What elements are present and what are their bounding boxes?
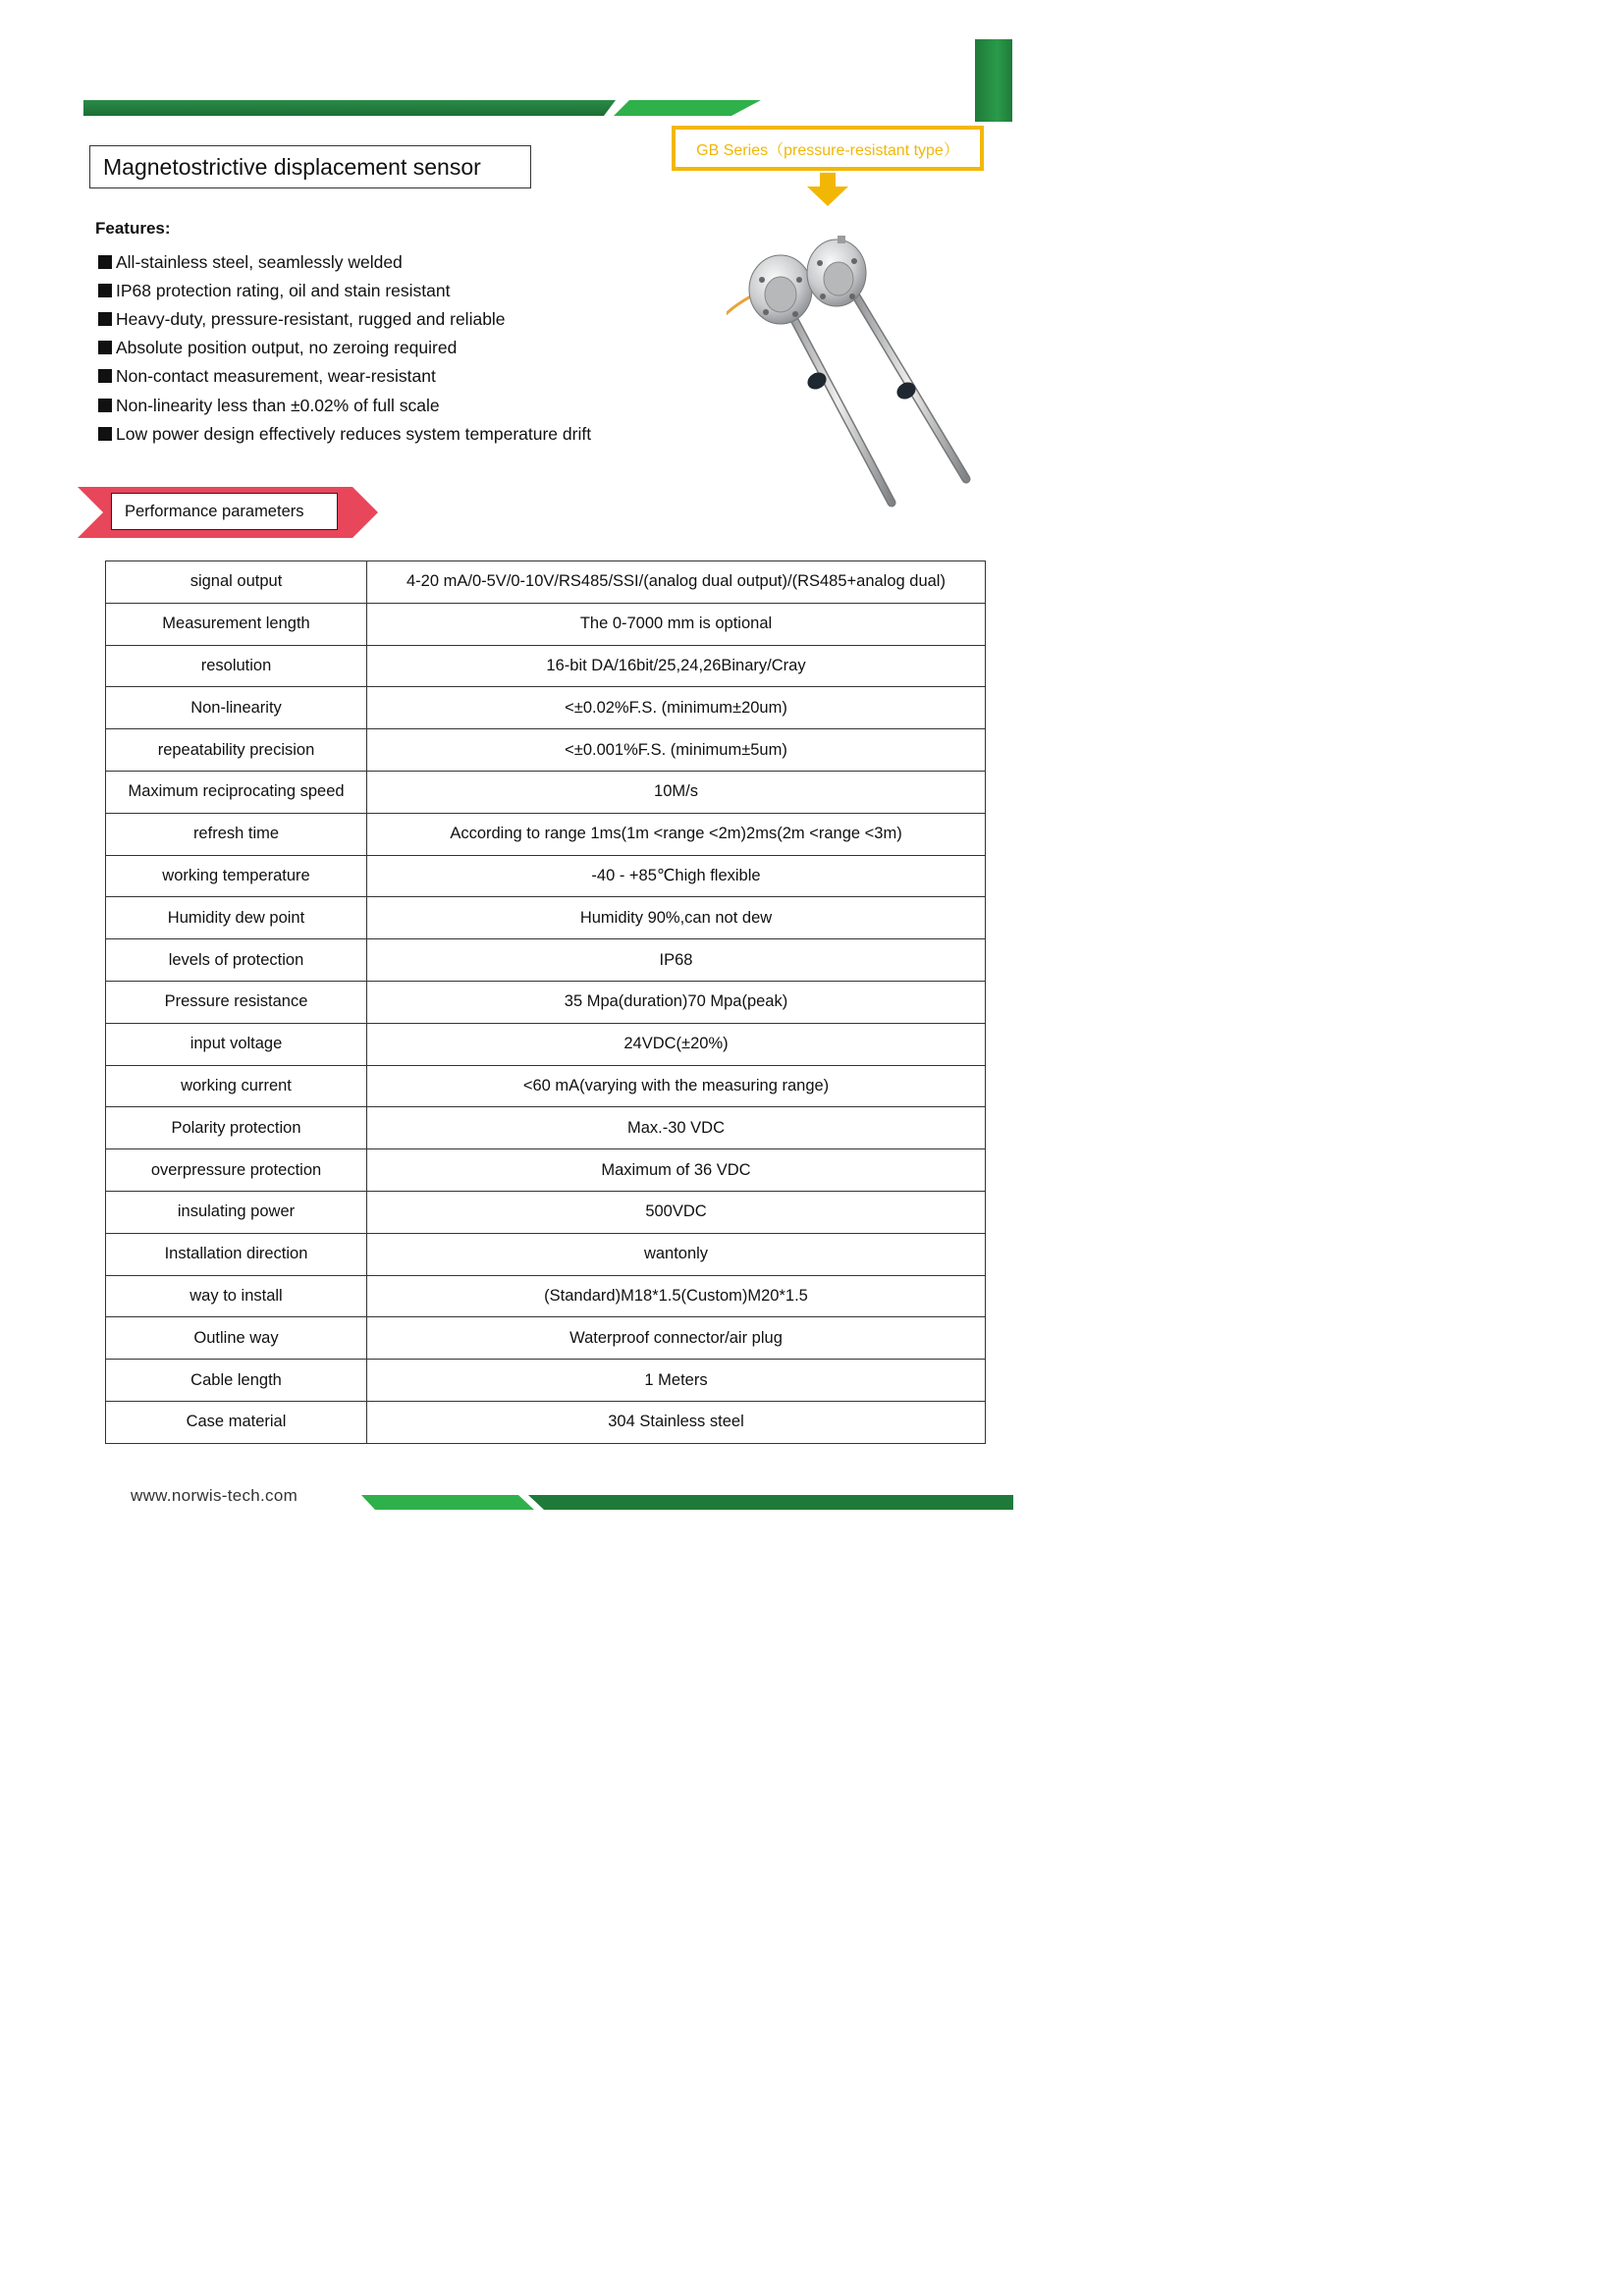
parameter-value-cell: 1 Meters (367, 1360, 986, 1402)
parameter-name-cell: insulating power (106, 1191, 367, 1233)
parameter-value-cell: 500VDC (367, 1191, 986, 1233)
parameter-value-cell: IP68 (367, 939, 986, 982)
parameter-name-cell: input voltage (106, 1023, 367, 1065)
parameter-value-cell: The 0-7000 mm is optional (367, 603, 986, 645)
feature-text: Non-contact measurement, wear-resistant (116, 366, 436, 387)
performance-heading: Performance parameters (111, 493, 338, 530)
feature-item (98, 419, 591, 448)
parameter-value-cell: (Standard)M18*1.5(Custom)M20*1.5 (367, 1275, 986, 1317)
table-row (106, 603, 986, 645)
parameter-value-cell: Max.-30 VDC (367, 1107, 986, 1149)
table-row (106, 1191, 986, 1233)
parameter-name-cell: overpressure protection (106, 1149, 367, 1192)
table-row (106, 687, 986, 729)
parameter-name-cell: Measurement length (106, 603, 367, 645)
table-row (106, 981, 986, 1023)
parameter-name-cell: working temperature (106, 855, 367, 897)
parameter-value-cell: 16-bit DA/16bit/25,24,26Binary/Cray (367, 645, 986, 687)
feature-item (98, 391, 591, 419)
parameter-value-cell: <±0.02%F.S. (minimum±20um) (367, 687, 986, 729)
down-arrow-icon (807, 173, 848, 206)
feature-item (98, 362, 591, 391)
sensor-product-image (727, 236, 992, 520)
bullet-square-icon (98, 341, 112, 354)
series-label: GB Series（pressure-resistant type） (672, 126, 984, 171)
parameter-name-cell: levels of protection (106, 939, 367, 982)
parameter-value-cell: 4-20 mA/0-5V/0-10V/RS485/SSI/(analog dual output)/(RS485+analog dual) (367, 561, 986, 604)
parameter-name-cell: Outline way (106, 1317, 367, 1360)
footer-decorative-bar (361, 1492, 1013, 1512)
parameter-value-cell: Humidity 90%,can not dew (367, 897, 986, 939)
parameter-name-cell: Pressure resistance (106, 981, 367, 1023)
features-heading: Features: (95, 219, 171, 238)
bullet-square-icon (98, 255, 112, 269)
features-list (98, 247, 591, 448)
table-row (106, 897, 986, 939)
parameter-name-cell: resolution (106, 645, 367, 687)
feature-item (98, 247, 591, 276)
parameter-name-cell: Cable length (106, 1360, 367, 1402)
table-row (106, 771, 986, 813)
bullet-square-icon (98, 312, 112, 326)
feature-item (98, 276, 591, 304)
table-row (106, 1401, 986, 1443)
parameter-name-cell: way to install (106, 1275, 367, 1317)
table-row (106, 1107, 986, 1149)
parameter-name-cell: Maximum reciprocating speed (106, 771, 367, 813)
table-row (106, 645, 986, 687)
parameter-value-cell: According to range 1ms(1m <range <2m)2ms(2m <range <3m) (367, 813, 986, 855)
page-title: Magnetostrictive displacement sensor (89, 145, 531, 188)
corner-decorative-block (975, 39, 1012, 122)
feature-text: Non-linearity less than ±0.02% of full scale (116, 395, 440, 415)
parameter-name-cell: working current (106, 1065, 367, 1107)
parameter-name-cell: Humidity dew point (106, 897, 367, 939)
table-row (106, 1275, 986, 1317)
bullet-square-icon (98, 369, 112, 383)
table-row (106, 1023, 986, 1065)
table-row (106, 813, 986, 855)
parameter-value-cell: Waterproof connector/air plug (367, 1317, 986, 1360)
parameter-value-cell: Maximum of 36 VDC (367, 1149, 986, 1192)
feature-text: Heavy-duty, pressure-resistant, rugged and reliable (116, 308, 506, 329)
table-row (106, 729, 986, 772)
feature-text: Absolute position output, no zeroing required (116, 338, 458, 358)
parameter-value-cell: 24VDC(±20%) (367, 1023, 986, 1065)
parameter-value-cell: 10M/s (367, 771, 986, 813)
parameter-name-cell: Case material (106, 1401, 367, 1443)
parameter-name-cell: signal output (106, 561, 367, 604)
parameter-value-cell: <±0.001%F.S. (minimum±5um) (367, 729, 986, 772)
parameter-value-cell: 304 Stainless steel (367, 1401, 986, 1443)
feature-item (98, 334, 591, 362)
feature-item (98, 304, 591, 333)
feature-text: Low power design effectively reduces system temperature drift (116, 423, 592, 444)
table-row (106, 1360, 986, 1402)
parameter-value-cell: wantonly (367, 1233, 986, 1275)
parameter-value-cell: -40 - +85℃high flexible (367, 855, 986, 897)
performance-table (105, 561, 986, 1444)
bullet-square-icon (98, 399, 112, 412)
parameter-name-cell: Polarity protection (106, 1107, 367, 1149)
parameter-name-cell: refresh time (106, 813, 367, 855)
feature-text: All-stainless steel, seamlessly welded (116, 251, 403, 272)
feature-text: IP68 protection rating, oil and stain resistant (116, 280, 451, 300)
parameter-name-cell: repeatability precision (106, 729, 367, 772)
table-row (106, 561, 986, 604)
parameter-value-cell: <60 mA(varying with the measuring range) (367, 1065, 986, 1107)
bullet-square-icon (98, 284, 112, 297)
bullet-square-icon (98, 427, 112, 441)
parameter-name-cell: Installation direction (106, 1233, 367, 1275)
table-row (106, 1317, 986, 1360)
table-row (106, 1233, 986, 1275)
table-row (106, 855, 986, 897)
table-row (106, 939, 986, 982)
parameter-name-cell: Non-linearity (106, 687, 367, 729)
parameter-value-cell: 35 Mpa(duration)70 Mpa(peak) (367, 981, 986, 1023)
header-decorative-bar (83, 100, 761, 116)
table-row (106, 1149, 986, 1192)
footer-website: www.norwis-tech.com (131, 1486, 298, 1505)
table-row (106, 1065, 986, 1107)
